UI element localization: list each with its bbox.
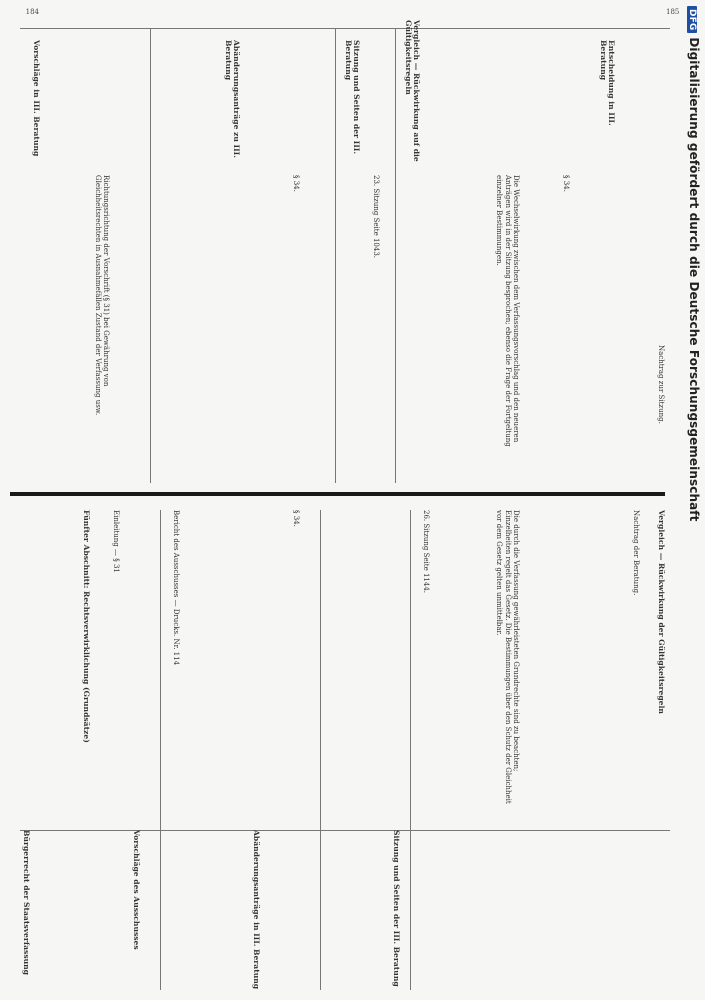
- upper-running-head: Vergleich — Rückwirkung auf die Gültigkeitsregeln: [403, 20, 421, 165]
- lower-footnote: Nachtrag der Beratung.: [632, 510, 640, 596]
- page-number-right: 185: [666, 8, 680, 16]
- lower-running-head: Vergleich — Rückwirkung der Gültigkeitsregeln: [657, 510, 666, 714]
- watermark-bar: [684, 6, 702, 700]
- upper-col-head-3: 23. Sitzung Seite 1043.: [372, 175, 380, 259]
- watermark-text-wrap: [687, 6, 701, 521]
- lower-col-head-3: § 34.: [292, 510, 300, 527]
- upper-col-head-4: § 34.: [562, 175, 570, 192]
- upper-col-head-2: § 34.: [292, 175, 300, 192]
- lower-section-title: Fünfter Abschnitt: Rechtsverwirklichung (Grundsätze): [82, 510, 91, 743]
- lower-table: [0, 500, 690, 1000]
- lower-col-title-2: Vorschläge des Ausschusses: [132, 830, 141, 950]
- upper-footnote: Nachtrag zur Sitzung.: [657, 345, 665, 424]
- upper-col-title-1: Vorschläge in III. Beratung: [32, 40, 41, 157]
- lower-col-head-4: 26. Sitzung Seite 1144.: [422, 510, 430, 594]
- upper-col-title-4: Entscheidung in III. Beratung: [598, 40, 616, 129]
- upper-body-left: Richtungsrichtung der Vorschrift (§ 31) bei Gewährung von Gleichheitsrechten in Ausnahmefällen Zustand der Verfassung usw.: [93, 175, 110, 416]
- upper-table: [0, 0, 690, 490]
- watermark-text: Digitalisierung gefördert durch die Deutsche Forschungsgemeinschaft: [687, 37, 701, 522]
- page-number-left: 184: [25, 8, 39, 16]
- lower-body: Die durch die Verfassung gewährleisteten Grundrechte sind zu beachten; Einzelheiten regelt das Gesetz. Die Bestimmungen über den Schutz der Gleichheit vor dem Gesetz gelten unmittelbar.: [495, 510, 520, 806]
- upper-body-right: Die Wechselwirkung zwischen dem Verfassungsvorschlag und den neueren Anträgen wird in der Sitzung besprochen; ebenso die Frage der Fortgeltung einzelner Bestimmungen.: [495, 175, 520, 449]
- page-gutter: [10, 492, 665, 496]
- upper-col-title-3: Sitzung und Seiten der III. Beratung: [343, 40, 361, 157]
- lower-col-title-4: Sitzung und Seiten der III. Beratung: [392, 830, 401, 987]
- lower-col-head-2: Bericht des Ausschusses — Drucks. Nr. 114: [172, 510, 180, 666]
- lower-col-head-1: Einleitung — § 31: [112, 510, 120, 573]
- lower-col-title-1: Bürgerrecht der Staatsverfassung: [22, 830, 31, 975]
- dfg-logo: DFG: [687, 6, 697, 33]
- lower-col-title-3: Abänderungsanträge in III. Beratung: [252, 830, 261, 990]
- upper-col-title-2: Abänderungsanträge zu III. Beratung: [223, 40, 241, 161]
